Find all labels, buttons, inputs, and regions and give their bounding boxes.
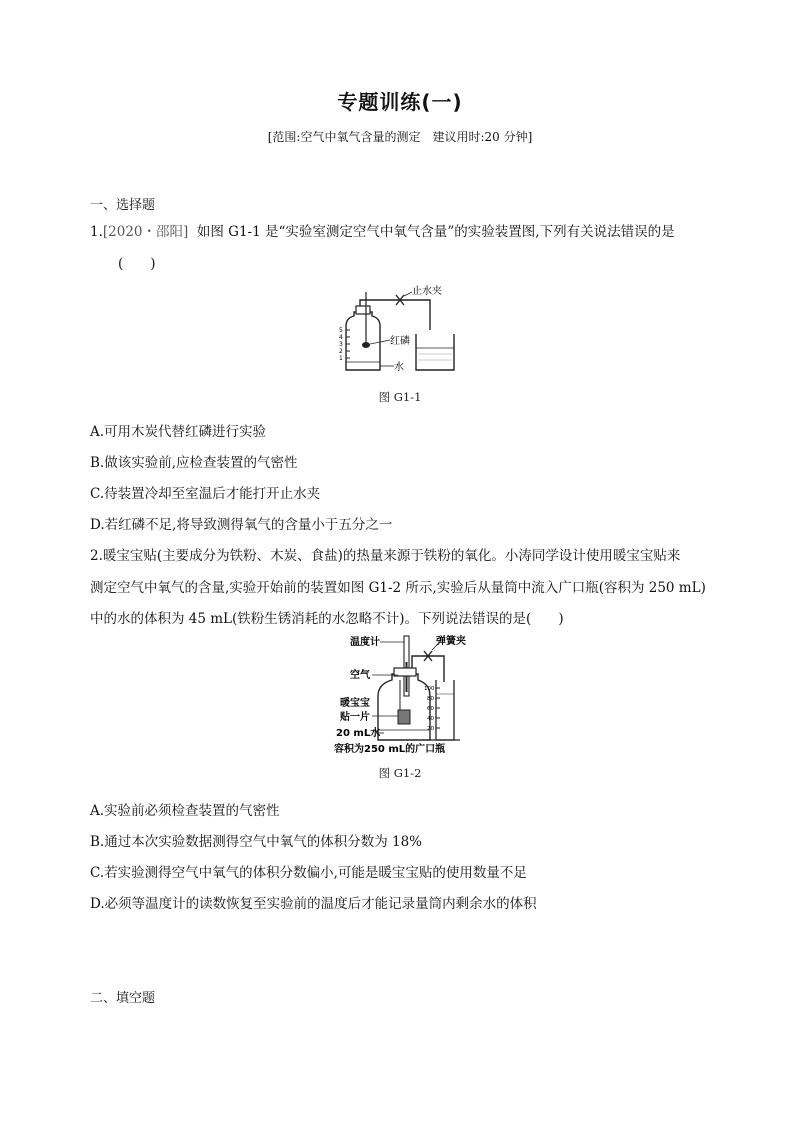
svg-text:2: 2 <box>339 348 343 355</box>
answer-blank: ( ) <box>118 256 156 272</box>
option-a-2: A.实验前必须检查装置的气密性 <box>90 803 280 819</box>
hand-warmer-pad <box>398 710 410 724</box>
svg-text:20: 20 <box>427 726 434 732</box>
svg-text:40: 40 <box>427 716 434 722</box>
label-phosphorus: 红磷 <box>390 336 410 347</box>
svg-text:3: 3 <box>339 341 343 348</box>
cylinder-scale <box>424 686 440 732</box>
flask-outline <box>346 312 380 370</box>
label-warmer-1: 暖宝宝 <box>340 698 370 709</box>
option-d-2: D.必须等温度计的读数恢复至实验前的温度后才能记录量筒内剩余水的体积 <box>90 896 537 912</box>
label-water-volume: 20 mL水 <box>336 728 381 739</box>
label-warmer-2: 贴一片 <box>340 712 370 723</box>
option-d: D.若红磷不足,将导致测得氧气的含量小于五分之一 <box>90 517 393 533</box>
red-phosphorus <box>362 342 370 348</box>
option-c: C.待装置冷却至室温后才能打开止水夹 <box>90 486 321 502</box>
figure-caption-g1-2: 图 G1-2 <box>378 766 422 780</box>
svg-text:100: 100 <box>424 686 435 692</box>
label-clamp: 止水夹 <box>412 286 442 297</box>
question-1-stem <box>90 220 675 240</box>
svg-text:1: 1 <box>339 355 343 362</box>
svg-text:60: 60 <box>427 706 434 712</box>
beaker <box>416 334 454 370</box>
figure-caption-g1-1: 图 G1-1 <box>378 390 422 404</box>
page-title: 专题训练(一) <box>337 90 463 114</box>
question-2-line-3: 中的水的体积为 45 mL(铁粉生锈消耗的水忽略不计)。下列说法错误的是( ) <box>90 611 564 627</box>
connecting-tube-2 <box>412 656 444 682</box>
question-number: 1. <box>90 224 103 240</box>
section-heading-choice: 一、选择题 <box>90 198 156 213</box>
svg-text:80: 80 <box>427 696 434 702</box>
question-2-line-2: 测定空气中氧气的含量,实验开始前的装置如图 G1-2 所示,实验后从量筒中流入广口瓶(容积为 250 mL) <box>90 580 706 596</box>
figure-g1-2 <box>326 632 486 758</box>
label-clip: 弹簧夹 <box>436 636 466 647</box>
option-b: B.做该实验前,应检查装置的气密性 <box>90 455 298 471</box>
section-heading-fill: 二、填空题 <box>90 991 156 1006</box>
svg-text:5: 5 <box>339 327 343 334</box>
stopper <box>356 306 370 314</box>
option-c-2: C.若实验测得空气中氧气的体积分数偏小,可能是暖宝宝贴的使用数量不足 <box>90 865 527 881</box>
question-2-line-1: 2.暖宝宝贴(主要成分为铁粉、木炭、食盐)的热量来源于铁粉的氧化。小涛同学设计使用暖宝宝贴来 <box>90 548 681 564</box>
option-b-2: B.通过本次实验数据测得空气中氧气的体积分数为 18% <box>90 834 423 850</box>
graduated-cylinder <box>436 680 454 740</box>
label-air: 空气 <box>350 670 370 681</box>
page-subtitle: [范围:空气中氧气含量的测定 建议用时:20 分钟] <box>267 130 533 144</box>
figure-g1-1 <box>330 282 480 382</box>
question-text: 如图 G1-1 是“实验室测定空气中氧气含量”的实验装置图,下列有关说法错误的是 <box>196 224 675 240</box>
label-water: 水 <box>394 362 404 373</box>
option-a: A.可用木炭代替红磷进行实验 <box>90 424 267 440</box>
svg-text:4: 4 <box>339 334 343 341</box>
question-source: [2020・邵阳] <box>102 224 189 240</box>
label-bottle-capacity: 容积为250 mL的广口瓶 <box>334 744 446 755</box>
label-thermometer: 温度计 <box>350 637 380 648</box>
flask-scale <box>339 327 350 362</box>
connecting-tube <box>360 300 430 330</box>
